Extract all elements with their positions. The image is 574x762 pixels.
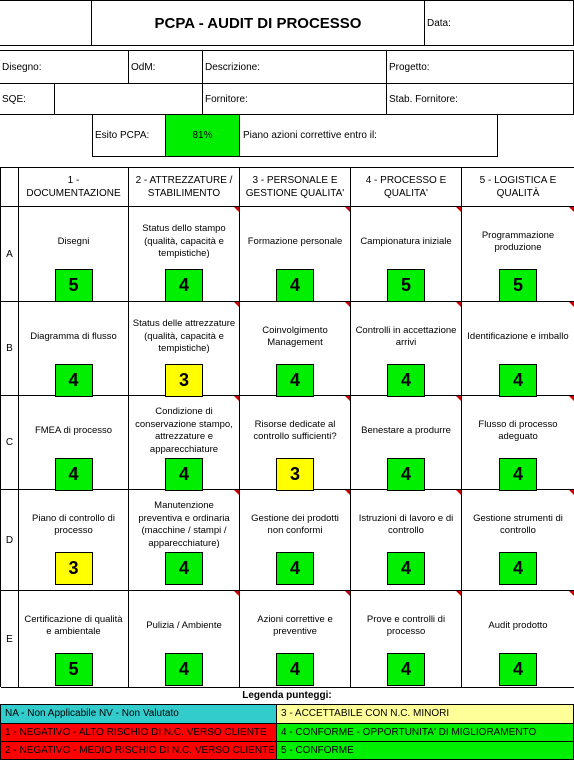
row-label-e: E [1,591,19,688]
audit-cell-b2 [129,302,240,396]
audit-cell-c3 [240,396,351,490]
audit-item-description: Prove e controlli di processo [366,613,446,637]
score-box[interactable]: 4 [499,653,537,686]
column-header-4: 4 - PROCESSO E QUALITA' [351,168,462,207]
odm-field[interactable]: OdM: [129,50,203,84]
score-box[interactable]: 3 [55,552,93,585]
audit-cell-e2 [129,591,240,688]
audit-cell-c1 [19,396,129,490]
legend-item: NA - Non Applicabile NV - Non Valutato [0,704,277,723]
audit-cell-d5 [462,490,574,591]
score-box[interactable]: 4 [387,458,425,491]
score-box[interactable]: 4 [499,552,537,585]
fornitore-field[interactable]: Fornitore: [203,84,387,115]
audit-cell-d1 [19,490,129,591]
score-box[interactable]: 3 [276,458,314,491]
audit-item-description: Coinvolgimento Management [262,324,328,348]
score-box[interactable]: 4 [387,653,425,686]
audit-item-description: Identificazione e imballo [467,330,569,342]
audit-cell-e5 [462,591,574,688]
audit-item-description: Flusso di processo adeguato [478,418,558,442]
audit-item-description: Status dello stampo (qualità, capacità e tempistiche) [142,223,226,260]
sqe-value-field[interactable] [55,84,203,115]
legend-item: 4 - CONFORME - OPPORTUNITA' DI MIGLIORAMENTO [277,723,574,742]
stab-fornitore-field[interactable]: Stab. Fornitore: [387,84,574,115]
audit-cell-c5 [462,396,574,490]
column-header-3: 3 - PERSONALE E GESTIONE QUALITA' [240,168,351,207]
score-box[interactable]: 4 [387,364,425,397]
row-label-a: A [1,207,19,302]
audit-item-description: Disegni [57,235,90,247]
column-header-2: 2 - ATTREZZATURE / STABILIMENTO [129,168,240,207]
audit-item-description: Piano di controllo di processo [32,512,115,536]
audit-cell-e4 [351,591,462,688]
grid-corner [1,168,19,207]
audit-cell-d4 [351,490,462,591]
score-box[interactable]: 5 [499,269,537,302]
audit-item-description: Programmazione produzione [481,229,555,253]
data-label: Data: [427,17,451,29]
audit-item-description: Diagramma di flusso [30,330,117,342]
audit-item-description: Condizione di conservazione stampo, attrezzature e apparecchiature [135,406,233,455]
piano-azioni-label: Piano azioni correttive entro il: [243,130,377,141]
score-box[interactable]: 4 [165,458,203,491]
score-box[interactable]: 3 [165,364,203,397]
score-box[interactable]: 4 [499,364,537,397]
audit-item-description: Manutenzione preventiva e ordinaria (macchine / stampi / apparecchiature) [138,500,230,549]
audit-item-description: Status delle attrezzature (qualità, capacità e tempistiche) [132,318,236,355]
score-box[interactable]: 4 [276,269,314,302]
progetto-field[interactable]: Progetto: [387,50,574,84]
audit-cell-d2 [129,490,240,591]
esito-label: Esito PCPA: [95,130,150,141]
audit-cell-c4 [351,396,462,490]
audit-cell-b3 [240,302,351,396]
score-box[interactable]: 5 [387,269,425,302]
disegno-field[interactable]: Disegno: [0,50,129,84]
audit-item-description: Certificazione di qualità e ambientale [24,613,123,637]
audit-cell-d3 [240,490,351,591]
score-box[interactable]: 4 [276,552,314,585]
audit-item-description: Benestare a produrre [361,424,451,436]
score-box[interactable]: 5 [55,269,93,302]
column-header-1: 1 - DOCUMENTAZIONE [19,168,129,207]
title-logo-cell [0,0,92,46]
score-box[interactable]: 4 [165,269,203,302]
audit-item-description: Gestione dei prodotti non conformi [251,512,339,536]
legend-item: 3 - ACCETTABILE CON N.C. MINORI [277,704,574,723]
row-label-c: C [1,396,19,490]
audit-cell-a2 [129,207,240,302]
audit-item-description: Controlli in accettazione arrivi [355,324,457,348]
audit-item-description: Audit prodotto [488,619,548,631]
sqe-label-cell: SQE: [0,84,55,115]
score-box[interactable]: 4 [165,653,203,686]
score-box[interactable]: 4 [276,364,314,397]
page-title: PCPA - AUDIT DI PROCESSO [92,0,425,46]
audit-cell-a5 [462,207,574,302]
audit-cell-b4 [351,302,462,396]
audit-cell-a3 [240,207,351,302]
audit-item-description: Istruzioni di lavoro e di controllo [358,512,454,536]
score-box[interactable]: 4 [276,653,314,686]
audit-item-description: Campionatura iniziale [360,235,452,247]
row-label-b: B [1,302,19,396]
column-header-5: 5 - LOGISTICA E QUALITÀ [462,168,574,207]
audit-item-description: Azioni correttive e preventive [257,613,333,637]
audit-item-description: Risorse dedicate al controllo sufficienti? [253,418,337,442]
audit-cell-c2 [129,396,240,490]
audit-cell-a1 [19,207,129,302]
score-box[interactable]: 4 [499,458,537,491]
descrizione-field[interactable]: Descrizione: [203,50,387,84]
audit-cell-e1 [19,591,129,688]
esito-value: 81% [165,115,240,156]
score-box[interactable]: 4 [55,364,93,397]
audit-cell-e3 [240,591,351,688]
audit-cell-b5 [462,302,574,396]
audit-grid [0,167,574,687]
legend-item: 2 - NEGATIVO - MEDIO RISCHIO DI N.C. VERSO CLIENTE [0,741,277,760]
legend-item: 1 - NEGATIVO - ALTO RISCHIO DI N.C. VERSO CLIENTE [0,723,277,742]
audit-item-description: Gestione strumenti di controllo [473,512,563,536]
score-box[interactable]: 5 [55,653,93,686]
data-field[interactable] [425,0,574,46]
audit-cell-b1 [19,302,129,396]
score-box[interactable]: 4 [165,552,203,585]
row-label-d: D [1,490,19,591]
legend-title: Legenda punteggi: [242,690,332,701]
audit-item-description: Formazione personale [247,235,343,247]
audit-item-description: Pulizia / Ambiente [146,619,222,631]
audit-item-description: FMEA di processo [34,424,113,436]
audit-cell-a4 [351,207,462,302]
legend [0,704,574,760]
score-box[interactable]: 4 [55,458,93,491]
legend-item: 5 - CONFORME [277,741,574,760]
score-box[interactable]: 4 [387,552,425,585]
